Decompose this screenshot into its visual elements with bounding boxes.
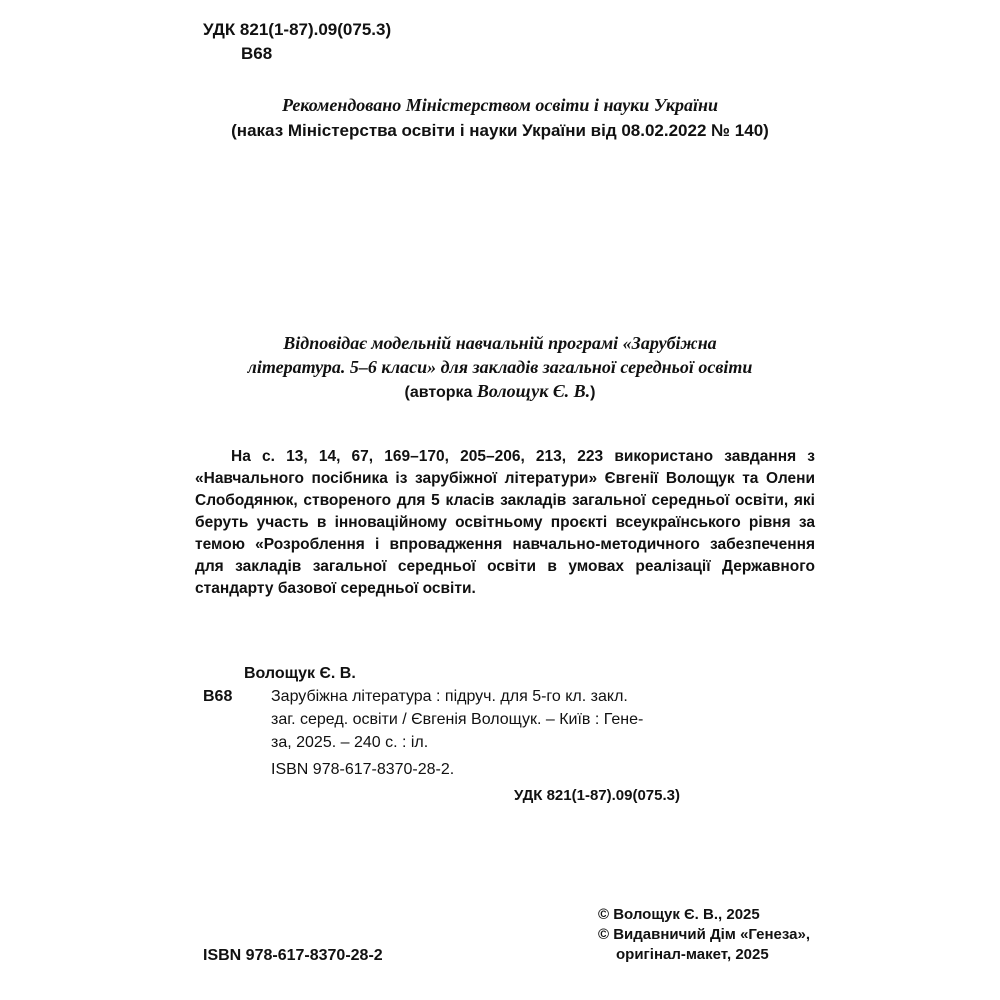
note-line: темою «Розроблення і впровадження навчально-методичного забезпечення xyxy=(195,536,815,553)
note-line: На с. 13, 14, 67, 169–170, 205–206, 213, 223 використано завдання з xyxy=(231,448,815,465)
note-line: стандарту базової середньої освіти. xyxy=(195,580,476,597)
copyright-layout: оригінал-макет, 2025 xyxy=(616,946,769,963)
catalog-record xyxy=(203,662,723,781)
note-line: беруть участь в інноваційному освітньому проєкті всеукраїнського рівня за xyxy=(195,514,815,531)
author-sign: В68 xyxy=(241,44,273,63)
order-line: (наказ Міністерства освіти і науки України від 08.02.2022 № 140) xyxy=(231,121,769,140)
copyright-block xyxy=(598,905,810,965)
program-statement xyxy=(150,331,850,405)
program-line-2: література. 5–6 класи» для закладів загальної середньої освіти xyxy=(247,357,753,377)
udk-header xyxy=(203,18,391,66)
recommendation-line: Рекомендовано Міністерством освіти і науки України xyxy=(281,95,719,115)
isbn-footer: ISBN 978-617-8370-28-2 xyxy=(203,947,383,964)
catalog-desc-line: за, 2025. – 240 с. : іл. xyxy=(271,734,429,751)
copyright-publisher: © Видавничий Дім «Генеза», xyxy=(598,926,811,943)
note-line: «Навчального посібника із зарубіжної літератури» Євгенії Волощук та Олени xyxy=(195,470,815,487)
catalog-desc-line: заг. серед. освіти / Євгенія Волощук. – Київ : Гене- xyxy=(271,711,644,728)
udk-code: УДК 821(1-87).09(075.3) xyxy=(203,20,392,39)
ministry-recommendation xyxy=(150,92,850,144)
program-author-suffix: ) xyxy=(590,384,596,401)
program-line-1: Відповідає модельній навчальній програмі «Зарубіжна xyxy=(283,333,717,353)
catalog-entry xyxy=(203,685,723,754)
udk-footer: УДК 821(1-87).09(075.3) xyxy=(514,787,680,804)
note-line: Слободянюк, створеного для 5 класів закладів загальної середньої освіти, які xyxy=(195,492,815,509)
program-author-prefix: (авторка xyxy=(404,384,477,401)
program-author: Волощук Є. В. xyxy=(476,381,591,401)
catalog-desc-line: Зарубіжна література : підруч. для 5-го кл. закл. xyxy=(271,688,628,705)
catalog-author: Волощук Є. В. xyxy=(244,665,356,682)
catalog-isbn: ISBN 978-617-8370-28-2. xyxy=(271,761,455,778)
copyright-author: © Волощук Є. В., 2025 xyxy=(598,906,760,923)
note-line: для закладів загальної середньої освіти в умовах реалізації Державного xyxy=(195,558,815,575)
catalog-code: В68 xyxy=(203,688,233,705)
program-line-3 xyxy=(150,379,850,405)
usage-note xyxy=(195,446,815,600)
